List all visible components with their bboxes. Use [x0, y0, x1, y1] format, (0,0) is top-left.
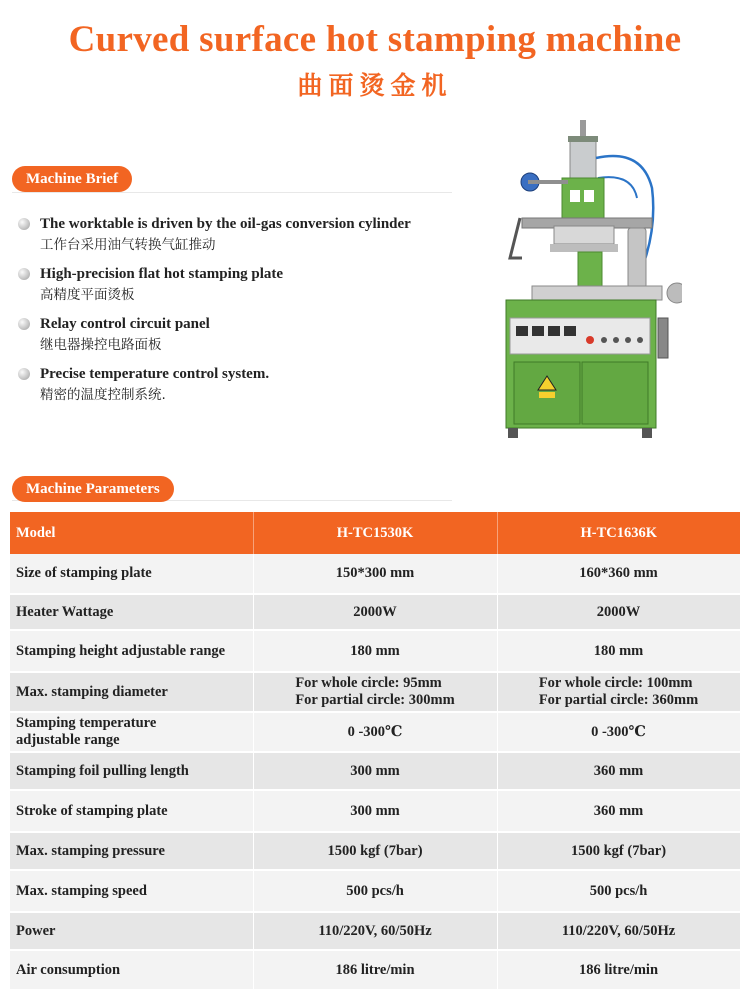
machine-photo	[492, 118, 682, 448]
cell-value: 500 pcs/h	[497, 870, 740, 912]
cell-value	[253, 672, 497, 712]
stamping-plate	[554, 226, 614, 244]
cell-value: 110/220V, 60/50Hz	[497, 912, 740, 950]
machine-parameters-heading: Machine Parameters	[12, 476, 174, 502]
handle	[510, 218, 522, 258]
page-title: Curved surface hot stamping machine	[68, 19, 682, 60]
cell-value: 300 mm	[253, 752, 497, 790]
cabinet-door-right	[582, 362, 648, 424]
side-cylinder	[628, 228, 646, 288]
cell-value: 1500 kgf (7bar)	[253, 832, 497, 870]
control-panel	[510, 318, 650, 354]
air-filter	[658, 318, 668, 358]
brief-item-cn: 继电器操控电路面板	[40, 337, 162, 353]
table-row	[10, 672, 740, 712]
header-model: Model	[10, 512, 253, 554]
brief-item-en: High-precision flat hot stamping plate	[40, 266, 284, 282]
cell-value: 110/220V, 60/50Hz	[253, 912, 497, 950]
table-header-row	[10, 512, 740, 554]
table-row	[10, 554, 740, 594]
stop-button	[586, 336, 594, 344]
header-model-a: H-TC1530K	[253, 512, 497, 554]
table-row	[10, 912, 740, 950]
row-label: Max. stamping diameter	[10, 672, 253, 712]
table-row	[10, 832, 740, 870]
brief-item-en: Precise temperature control system.	[40, 366, 270, 382]
machine-brief-heading: Machine Brief	[12, 166, 132, 192]
brief-item-en: Relay control circuit panel	[40, 316, 210, 332]
row-label-line: Stamping temperature	[16, 715, 157, 731]
table-row	[10, 712, 740, 752]
brief-item-en: The worktable is driven by the oil-gas conversion cylinder	[40, 216, 411, 232]
row-label: Max. stamping speed	[10, 870, 253, 912]
table-row	[10, 950, 740, 990]
cell-line: For partial circle: 360mm	[538, 692, 699, 708]
row-label: Size of stamping plate	[10, 554, 253, 594]
brief-divider	[12, 192, 452, 193]
brief-item	[16, 314, 476, 356]
cell-value: 186 litre/min	[497, 950, 740, 990]
cell-value: 186 litre/min	[253, 950, 497, 990]
cell-value: 2000W	[497, 594, 740, 630]
machine-brief-list	[16, 214, 476, 414]
brief-item-cn: 高精度平面烫板	[40, 287, 135, 303]
cell-value: 360 mm	[497, 790, 740, 832]
worktable	[532, 286, 662, 300]
row-label: Stamping height adjustable range	[10, 630, 253, 672]
header-model-b: H-TC1636K	[497, 512, 740, 554]
bullet-icon	[18, 268, 30, 280]
parameters-table	[10, 512, 741, 991]
brief-item-cn: 工作台采用油气转换气缸推动	[40, 237, 216, 253]
row-label-line: adjustable range	[16, 732, 120, 748]
brief-item	[16, 364, 476, 406]
bullet-icon	[18, 318, 30, 330]
table-row	[10, 630, 740, 672]
brief-item-cn: 精密的温度控制系统.	[40, 387, 166, 403]
bullet-icon	[18, 218, 30, 230]
cell-value: 500 pcs/h	[253, 870, 497, 912]
cell-value: 0 -300℃	[253, 712, 497, 752]
cell-value: 180 mm	[497, 630, 740, 672]
cell-value: 1500 kgf (7bar)	[497, 832, 740, 870]
cell-line: For whole circle: 95mm	[295, 675, 442, 691]
brief-item	[16, 264, 476, 306]
row-label: Stamping foil pulling length	[10, 752, 253, 790]
cell-line: For whole circle: 100mm	[538, 675, 693, 691]
row-label: Power	[10, 912, 253, 950]
table-row	[10, 870, 740, 912]
brief-item	[16, 214, 476, 256]
row-label	[10, 712, 253, 752]
bullet-icon	[18, 368, 30, 380]
cell-value: 160*360 mm	[497, 554, 740, 594]
cell-value	[497, 672, 740, 712]
page-title-chinese: 曲面烫金机	[297, 71, 453, 100]
table-row	[10, 752, 740, 790]
row-label: Heater Wattage	[10, 594, 253, 630]
cell-value: 0 -300℃	[497, 712, 740, 752]
cell-value: 360 mm	[497, 752, 740, 790]
cell-value: 2000W	[253, 594, 497, 630]
cell-value: 150*300 mm	[253, 554, 497, 594]
cell-value: 180 mm	[253, 630, 497, 672]
cell-line: For partial circle: 300mm	[295, 692, 455, 708]
cell-value: 300 mm	[253, 790, 497, 832]
table-row	[10, 790, 740, 832]
row-label: Max. stamping pressure	[10, 832, 253, 870]
row-label: Stroke of stamping plate	[10, 790, 253, 832]
table-row	[10, 594, 740, 630]
row-label: Air consumption	[10, 950, 253, 990]
